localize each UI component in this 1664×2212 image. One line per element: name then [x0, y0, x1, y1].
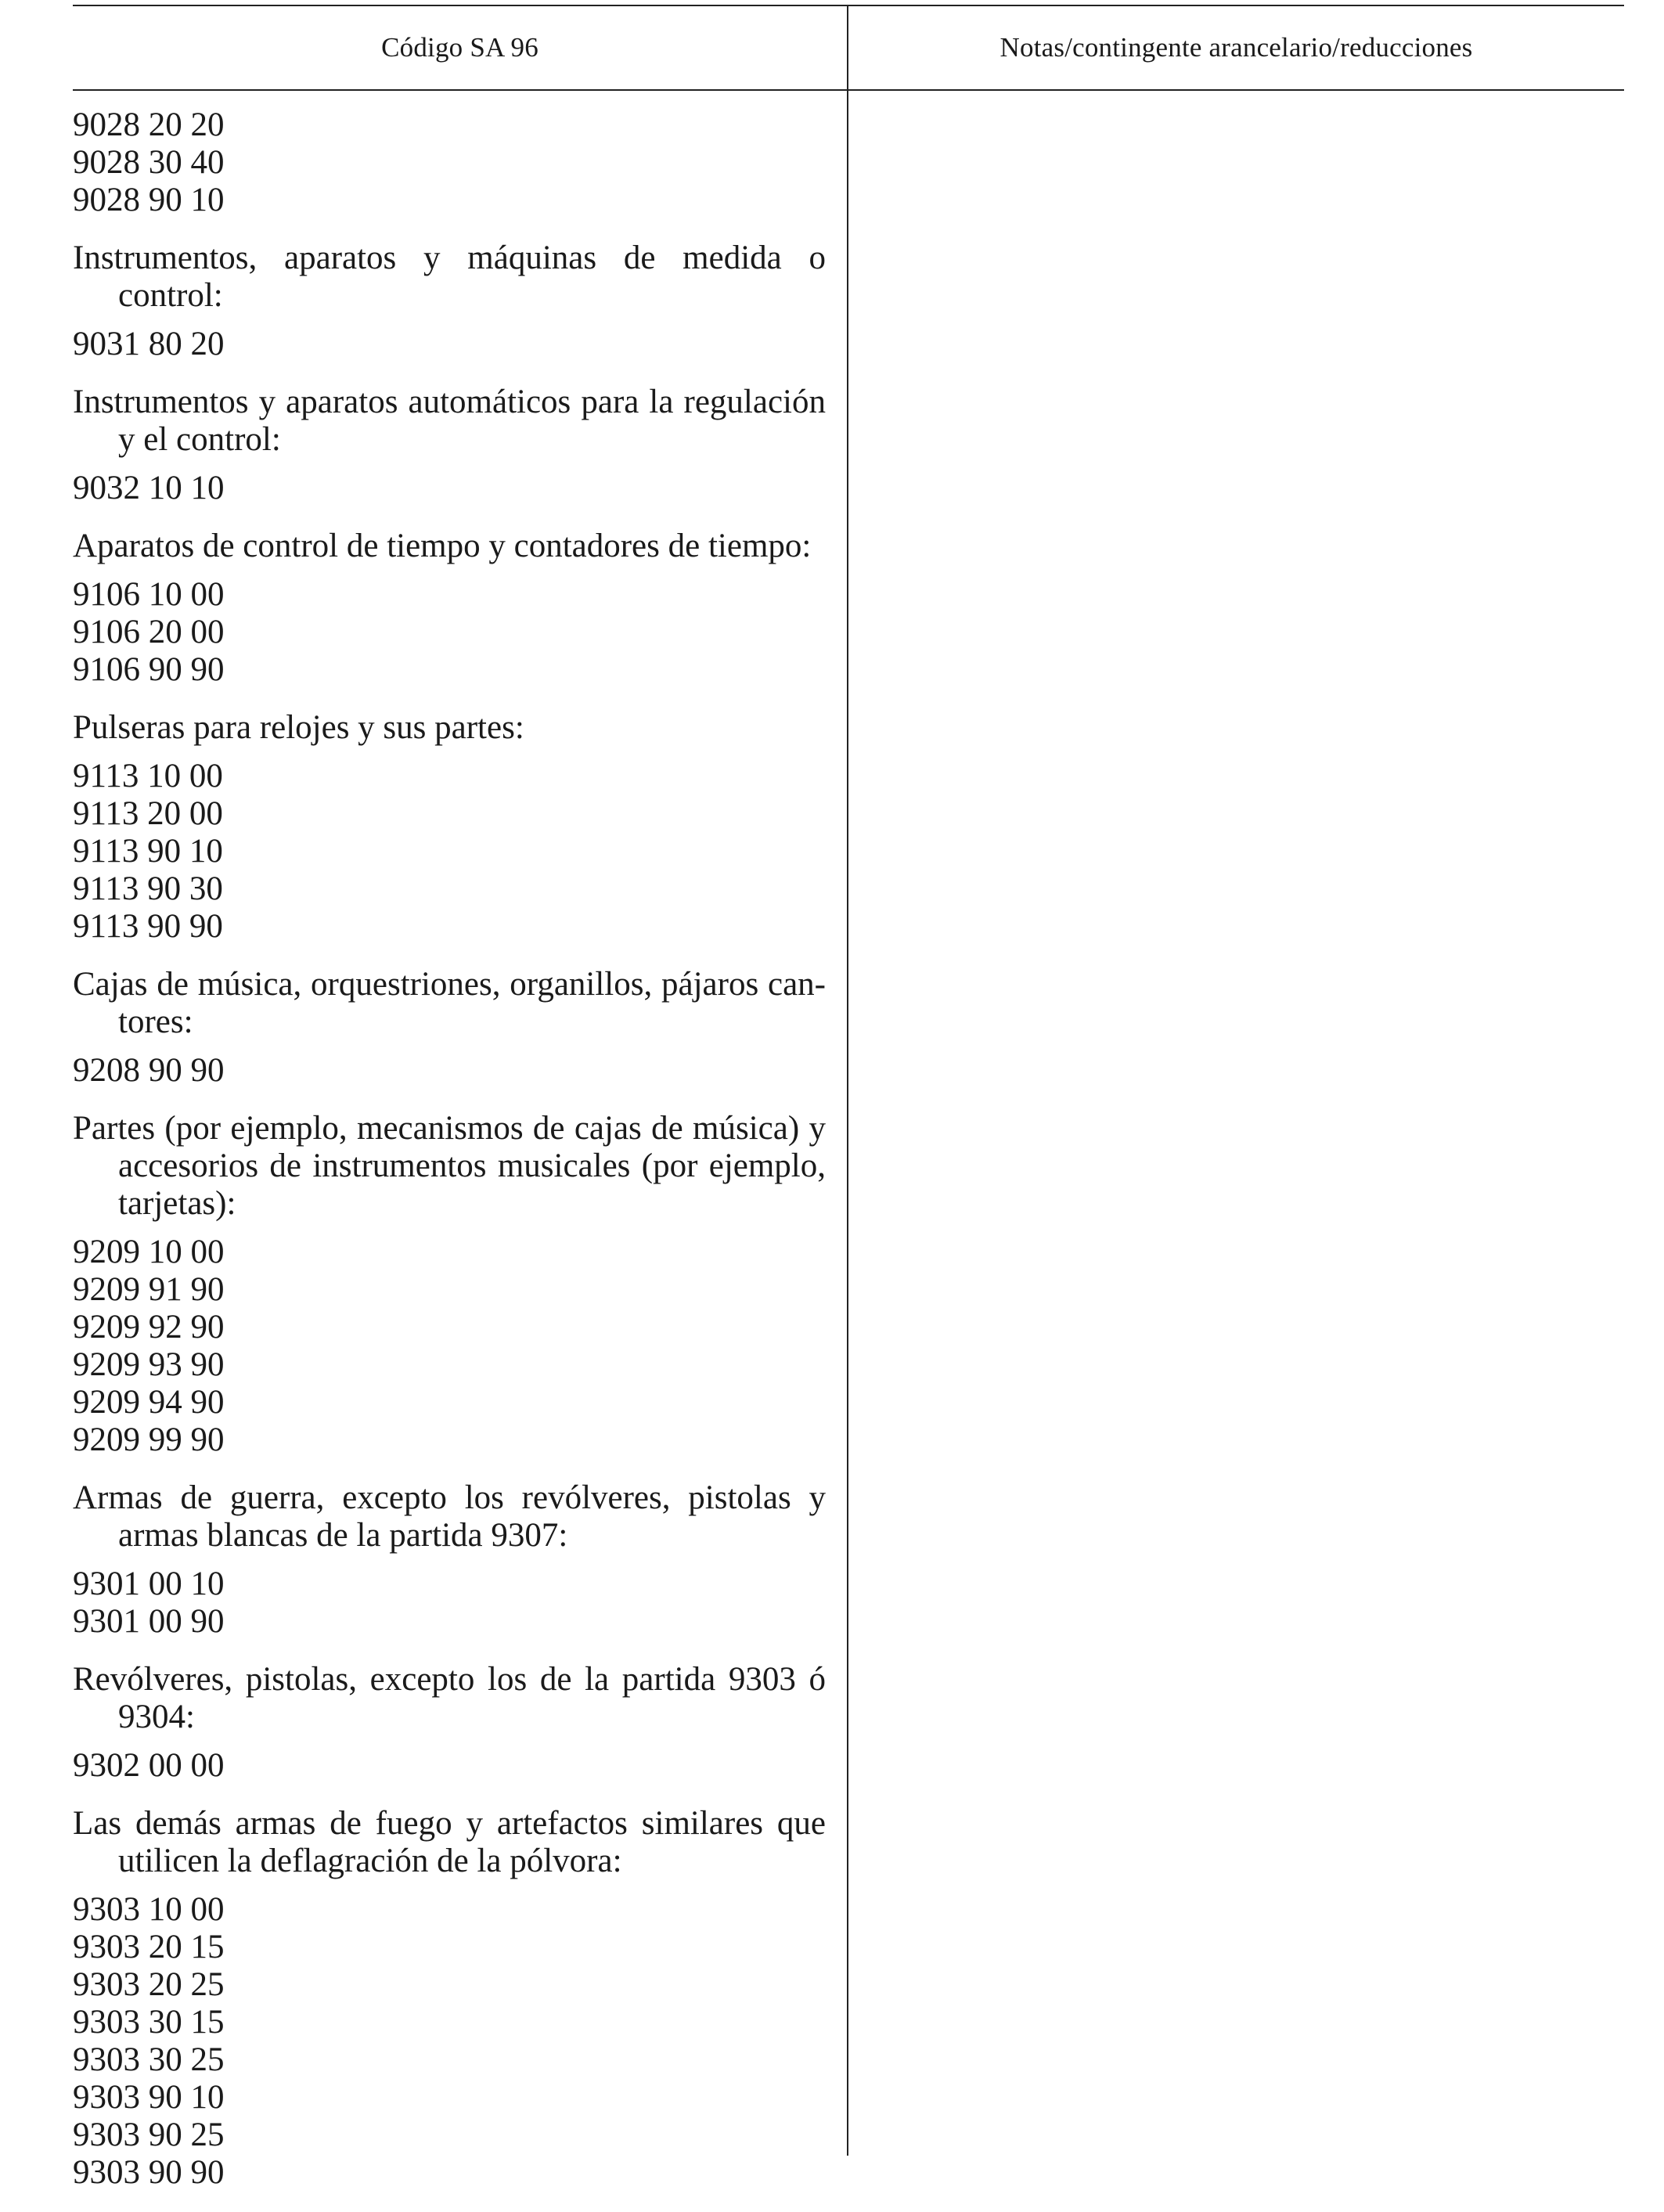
hs-code: 9209 10 00: [73, 1234, 225, 1270]
code-group: [73, 709, 826, 946]
header-code-column: Código SA 96: [381, 32, 538, 63]
hs-code: 9209 99 90: [73, 1421, 225, 1458]
code-list: [73, 1052, 826, 1090]
table-header-rule: [73, 89, 1624, 91]
hs-code: 9113 90 90: [73, 908, 223, 945]
code-group: [73, 1805, 826, 2192]
code-group: [73, 240, 826, 363]
group-description: Partes (por ejemplo, mecanismos de cajas de música) y accesorios de instrumentos musicales (por ejemplo, tarjetas):: [73, 1110, 826, 1222]
hs-code: 9301 00 10: [73, 1565, 225, 1602]
code-group: [73, 528, 826, 689]
code-group: [73, 384, 826, 507]
group-description: Instrumentos, aparatos y máquinas de medida o control:: [73, 240, 826, 314]
code-list: [73, 1565, 826, 1641]
hs-code: 9028 30 40: [73, 144, 225, 181]
code-list: [73, 576, 826, 689]
hs-code: 9303 30 15: [73, 2004, 225, 2041]
hs-code: 9113 20 00: [73, 795, 223, 832]
hs-code: 9303 90 90: [73, 2154, 225, 2191]
code-list: [73, 758, 826, 946]
hs-code: 9303 10 00: [73, 1891, 225, 1928]
header-notes-column: Notas/contingente arancelario/reducciones: [999, 32, 1473, 63]
hs-code: 9106 20 00: [73, 614, 225, 650]
group-description: Armas de guerra, excepto los revólveres, pistolas y armas blancas de la partida 9307:: [73, 1479, 826, 1554]
code-column: [73, 106, 826, 2212]
hs-code: 9209 94 90: [73, 1384, 225, 1421]
code-list: [73, 470, 826, 507]
hs-code: 9113 90 10: [73, 833, 223, 870]
hs-code: 9302 00 00: [73, 1747, 225, 1784]
group-description: Aparatos de control de tiempo y contadores de tiempo:: [73, 528, 812, 564]
code-list: [73, 106, 826, 219]
hs-code: 9113 10 00: [73, 758, 223, 794]
code-group: [73, 106, 826, 219]
code-group: [73, 1110, 826, 1459]
code-group: [73, 1661, 826, 1785]
hs-code: 9209 91 90: [73, 1271, 225, 1308]
hs-code: 9032 10 10: [73, 470, 225, 506]
hs-code: 9028 20 20: [73, 106, 225, 143]
group-description: Cajas de música, orquestriones, organillos, pájaros cantores:: [73, 966, 826, 1040]
code-group: [73, 1479, 826, 1641]
hs-code: 9301 00 90: [73, 1603, 225, 1640]
hs-code: 9106 90 90: [73, 651, 225, 688]
hs-code: 9028 90 10: [73, 182, 225, 218]
hs-code: 9209 93 90: [73, 1346, 225, 1383]
group-description: Revólveres, pistolas, excepto los de la partida 9303 ó 9304:: [73, 1661, 826, 1735]
hs-code: 9209 92 90: [73, 1309, 225, 1346]
hs-code: 9303 90 25: [73, 2117, 225, 2153]
hs-code: 9303 30 25: [73, 2041, 225, 2078]
hs-code: 9303 90 10: [73, 2079, 225, 2116]
group-description: Pulseras para relojes y sus partes:: [73, 709, 524, 746]
code-list: [73, 1891, 826, 2192]
code-list: [73, 1234, 826, 1459]
hs-code: 9303 20 25: [73, 1966, 225, 2003]
hs-code: 9208 90 90: [73, 1052, 225, 1089]
code-list: [73, 326, 826, 363]
hs-code: 9106 10 00: [73, 576, 225, 613]
column-divider: [847, 5, 848, 2156]
hs-code: 9303 20 15: [73, 1929, 225, 1965]
hs-code: 9113 90 30: [73, 870, 223, 907]
code-list: [73, 1747, 826, 1785]
hs-code: 9031 80 20: [73, 326, 225, 362]
group-description: Las demás armas de fuego y artefactos similares que utilicen la deflagración de la pólvora:: [73, 1805, 826, 1879]
group-description: Instrumentos y aparatos automáticos para la regulación y el control:: [73, 384, 826, 458]
code-group: [73, 966, 826, 1090]
